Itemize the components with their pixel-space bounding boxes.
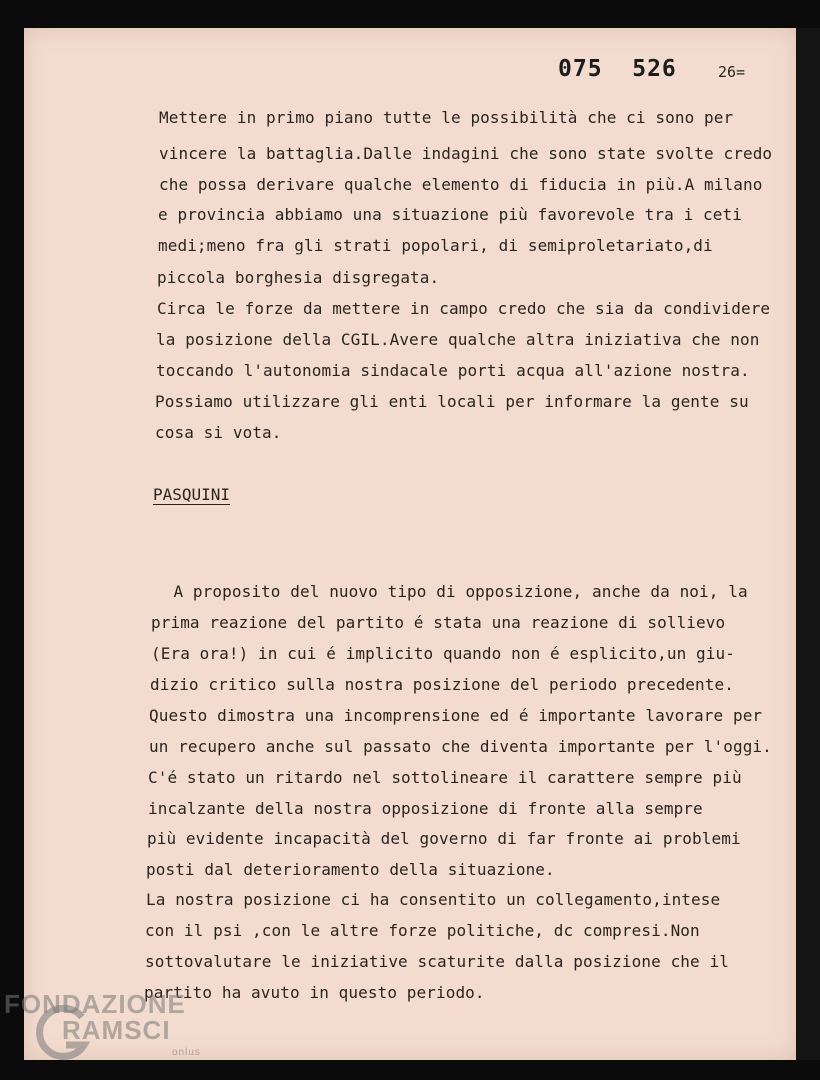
text-line: con il psi ,con le altre forze politiche, dc compresi.Non [145, 921, 700, 940]
text-line: prima reazione del partito é stata una reazione di sollievo [151, 613, 726, 632]
text-line: incalzante della nostra opposizione di fronte alla sempre [148, 799, 703, 818]
text-line: C'é stato un ritardo nel sottolineare il carattere sempre più [148, 768, 742, 787]
text-line: cosa si vota. [155, 423, 282, 442]
fondazione-gramsci-watermark [0, 985, 230, 1080]
text-line: vincere la battaglia.Dalle indagini che sono state svolte credo [159, 144, 773, 163]
scan-border [796, 28, 820, 1060]
text-line: Circa le forze da mettere in campo credo che sia da condividere [157, 299, 771, 318]
text-line: toccando l'autonomia sindacale porti acqua all'azione nostra. [156, 361, 750, 380]
text-line: posti dal deterioramento della situazione. [146, 860, 555, 879]
watermark-line-3: onlus [172, 1047, 201, 1058]
text-line: Questo dimostra una incomprensione ed é importante lavorare per [149, 706, 763, 725]
text-line: medi;meno fra gli strati popolari, di semiproletariato,di [158, 236, 713, 255]
document-page [24, 28, 796, 1060]
speaker-heading: PASQUINI [153, 485, 231, 504]
text-line: dizio critico sulla nostra posizione del periodo precedente. [150, 675, 734, 694]
text-line: Mettere in primo piano tutte le possibilità che ci sono per [159, 108, 734, 127]
text-line: la posizione della CGIL.Avere qualche altra iniziativa che non [156, 330, 760, 349]
text-line: A proposito del nuovo tipo di opposizione, anche da noi, la [154, 582, 748, 601]
text-line: e provincia abbiamo una situazione più favorevole tra i ceti [158, 205, 742, 224]
text-line: sottovalutare le iniziative scaturite dalla posizione che il [145, 952, 729, 971]
text-line: Possiamo utilizzare gli enti locali per informare la gente su [155, 392, 749, 411]
text-line: (Era ora!) in cui é implicito quando non é esplicito,un giu- [151, 644, 735, 663]
text-line: La nostra posizione ci ha consentito un collegamento,intese [146, 890, 721, 909]
text-line: piccola borghesia disgregata. [157, 268, 440, 287]
watermark-line-1: FONDAZIONE [4, 989, 186, 1019]
text-line: un recupero anche sul passato che diventa importante per l'oggi. [149, 737, 772, 756]
text-line: che possa derivare qualche elemento di fiducia in più.A milano [159, 175, 763, 194]
watermark-line-2: RAMSCI [62, 1015, 171, 1045]
page-number: 26= [718, 63, 746, 81]
text-line: partito ha avuto in questo periodo. [144, 983, 485, 1002]
text-line: più evidente incapacità del governo di far fronte ai problemi [147, 829, 741, 848]
archive-stamp: 075 526 [558, 56, 677, 82]
